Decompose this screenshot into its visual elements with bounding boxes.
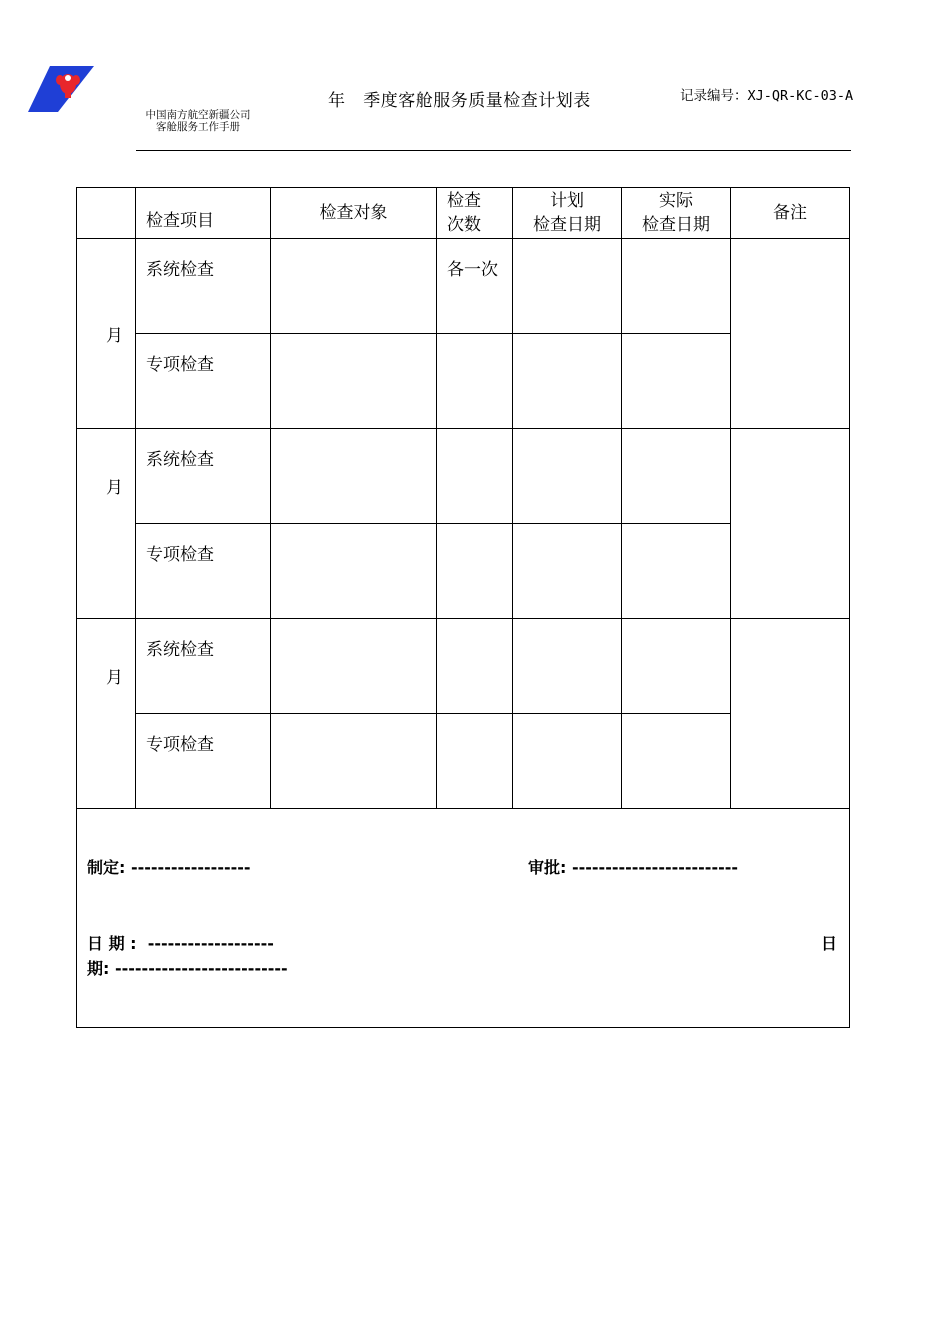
plan-date-cell: [513, 619, 622, 714]
date-approved-label-start: 日: [820, 934, 837, 953]
header-object: [271, 188, 437, 239]
item-label: 系统检查: [146, 260, 214, 280]
header-remark-label: 备注: [773, 203, 807, 223]
month-label: 月: [106, 326, 123, 346]
object-cell: [271, 619, 437, 714]
month-cell: [77, 619, 136, 809]
table-row: [77, 429, 850, 524]
table-row: [77, 619, 850, 714]
item-label: 专项检查: [146, 735, 214, 755]
header-object-label: 检查对象: [319, 203, 388, 223]
actual-date-cell: [622, 239, 731, 334]
signature-row: [77, 809, 850, 1028]
month-label: 月: [106, 668, 123, 688]
month-cell: [77, 429, 136, 619]
plan-date-cell: [513, 524, 622, 619]
count-cell: [437, 524, 513, 619]
count-cell: [437, 239, 513, 334]
page-title: [328, 86, 591, 111]
made-by-line: [87, 855, 251, 878]
header-divider: [136, 150, 851, 151]
date-made-line: [87, 931, 274, 954]
count-label: [437, 334, 512, 354]
approved-by-line: [528, 855, 738, 878]
remark-cell: [731, 429, 850, 619]
count-cell: [437, 714, 513, 809]
header-remark: [731, 188, 850, 239]
header-plan-line1: 计划: [550, 191, 584, 211]
item-label: 专项检查: [146, 355, 214, 375]
header-count-line2: 次数: [447, 215, 481, 235]
item-cell: [136, 714, 271, 809]
object-cell: [271, 429, 437, 524]
header-actual-date: [622, 188, 731, 239]
object-cell: [271, 239, 437, 334]
item-cell: [136, 619, 271, 714]
approved-by-blank: -------------------------: [571, 858, 738, 877]
remark-cell: [731, 619, 850, 809]
actual-date-cell: [622, 619, 731, 714]
item-cell: [136, 524, 271, 619]
made-by-label: 制定:: [87, 858, 126, 877]
month-label: 月: [106, 478, 123, 498]
header-blank: [77, 188, 136, 239]
item-cell: [136, 239, 271, 334]
item-cell: [136, 429, 271, 524]
count-label: 各一次: [447, 260, 498, 280]
date-approved-blank: --------------------------: [114, 959, 288, 978]
object-cell: [271, 714, 437, 809]
title-year: 年: [328, 91, 346, 111]
object-cell: [271, 334, 437, 429]
company-line-2: 客舱服务工作手册: [156, 121, 240, 133]
date-made-blank: -------------------: [147, 934, 274, 953]
header-actual-line2: 检查日期: [642, 215, 710, 235]
company-line-1: 中国南方航空新疆公司: [145, 109, 251, 121]
item-label: 系统检查: [146, 450, 214, 470]
count-label: [437, 524, 512, 544]
item-label: 专项检查: [146, 545, 214, 565]
company-name: [118, 109, 278, 133]
approved-by-label: 审批:: [528, 858, 567, 877]
object-cell: [271, 524, 437, 619]
table-row: [77, 239, 850, 334]
date-approved-line: [87, 956, 288, 979]
date-approved-label: 期:: [87, 959, 110, 978]
plan-date-cell: [513, 714, 622, 809]
header-count-line1: 检查: [447, 191, 481, 211]
signature-block: [77, 809, 850, 1028]
record-number: 记录编号：XJ-QR-KC-03-A: [680, 88, 854, 104]
plan-date-cell: [513, 239, 622, 334]
airline-logo: [28, 64, 96, 112]
actual-date-cell: [622, 429, 731, 524]
header-actual-line1: 实际: [659, 191, 693, 211]
count-cell: [437, 619, 513, 714]
count-label: [437, 714, 512, 734]
actual-date-cell: [622, 334, 731, 429]
actual-date-cell: [622, 524, 731, 619]
title-text: 季度客舱服务质量检查计划表: [363, 91, 591, 111]
count-cell: [437, 334, 513, 429]
count-label: [437, 619, 512, 639]
header-plan-line2: 检查日期: [533, 215, 601, 235]
count-cell: [437, 429, 513, 524]
header-item: [136, 188, 271, 239]
month-cell: [77, 239, 136, 429]
count-label: [437, 429, 512, 449]
item-cell: [136, 334, 271, 429]
item-label: 系统检查: [146, 640, 214, 660]
remark-cell: [731, 239, 850, 429]
date-made-label: 日 期 :: [87, 934, 137, 953]
plan-date-cell: [513, 429, 622, 524]
inspection-plan-table: [76, 187, 850, 1028]
table-header-row: [77, 188, 850, 239]
made-by-blank: ------------------: [130, 858, 251, 877]
header-item-label: 检查项目: [146, 211, 214, 231]
header-plan-date: [513, 188, 622, 239]
plan-date-cell: [513, 334, 622, 429]
header-count: [437, 188, 513, 239]
actual-date-cell: [622, 714, 731, 809]
